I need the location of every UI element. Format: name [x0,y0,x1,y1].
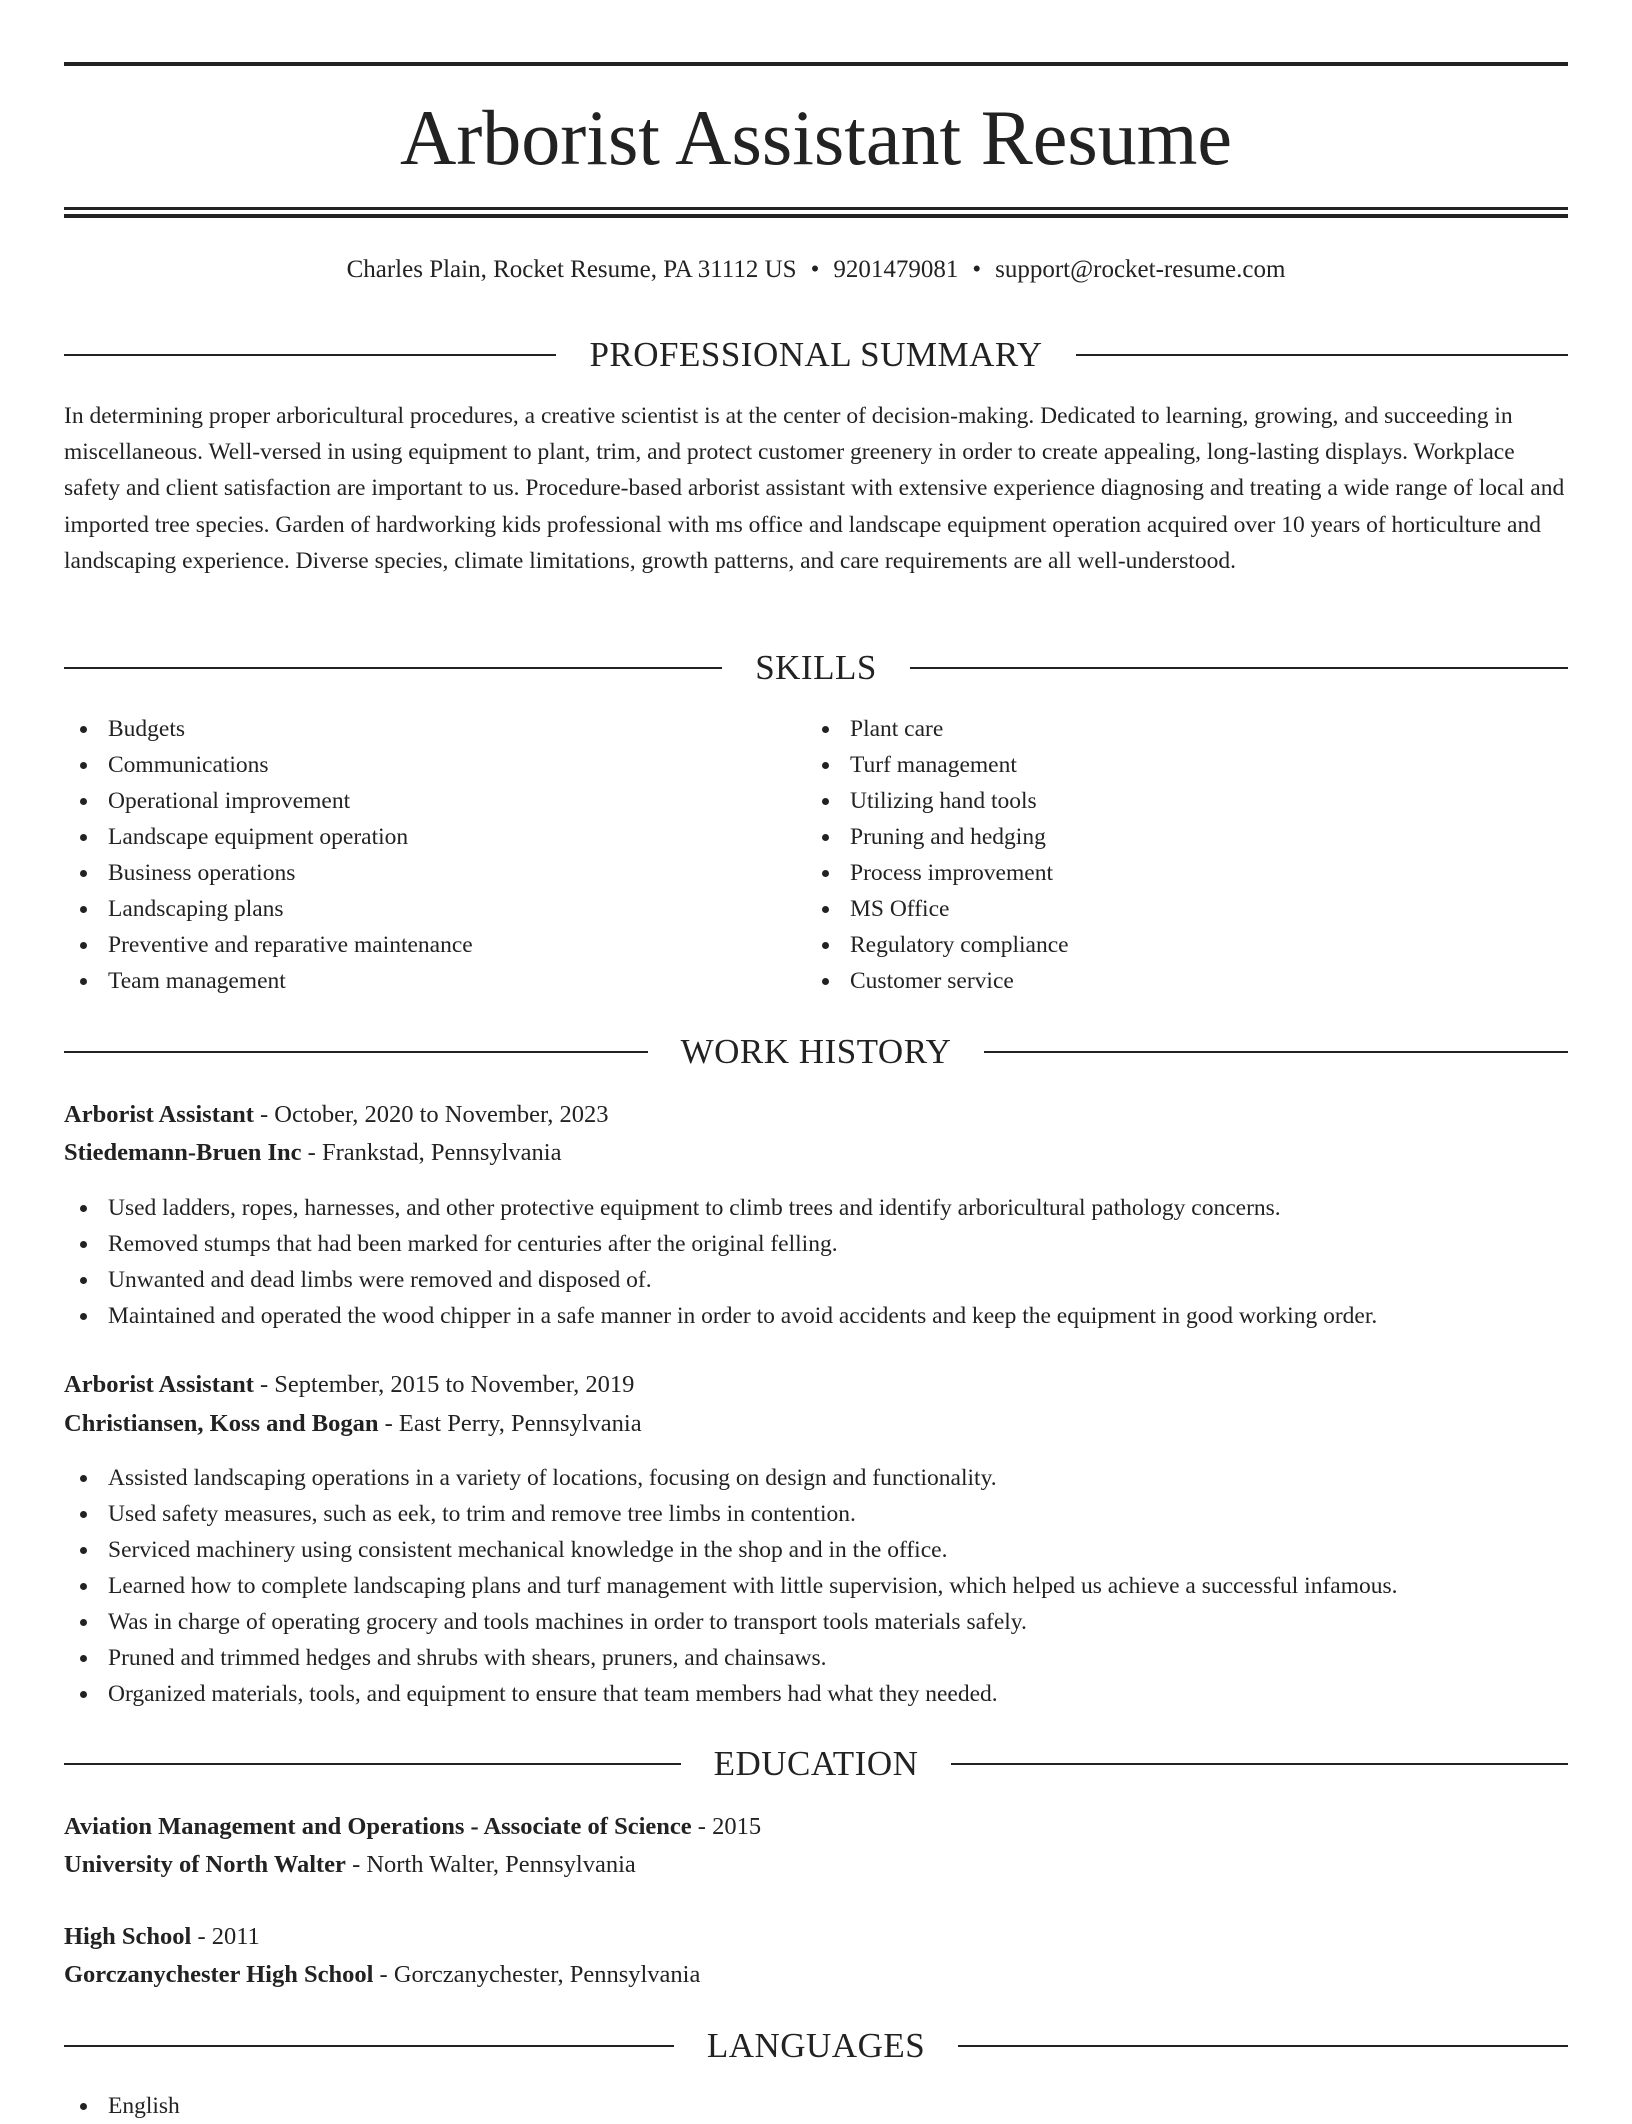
job-2-bullet-list [64,1460,1568,1712]
languages-block [64,2088,1568,2124]
skills-list-left [64,711,764,999]
skill-item: Pruning and hedging [806,819,1506,855]
skill-item: Customer service [806,963,1506,999]
job-2-company: Christiansen, Koss and Bogan [64,1410,379,1437]
skill-item: Utilizing hand tools [806,783,1506,819]
education-1-location: - North Walter, Pennsylvania [345,1851,636,1878]
skill-item: Business operations [64,855,764,891]
contact-email: support@rocket-resume.com [995,256,1286,283]
divider-line [64,667,722,669]
section-title-education: EDUCATION [713,1744,919,1783]
skill-item: MS Office [806,891,1506,927]
job-bullet-item: Pruned and trimmed hedges and shrubs with shears, pruners, and chainsaws. [64,1640,1568,1676]
education-2-school: Gorczanychester High School [64,1961,374,1988]
job-2-dates: - September, 2015 to November, 2019 [253,1371,635,1398]
divider-line [64,1763,681,1765]
job-bullet-item: Maintained and operated the wood chipper in a safe manner in order to avoid accidents and keep the equipment in good working order. [64,1298,1568,1334]
education-1-year: - 2015 [691,1813,762,1840]
section-header-skills [64,646,1568,690]
section-title-skills: SKILLS [755,648,877,687]
title-rule-upper [64,207,1568,210]
education-2-school-line [64,1957,700,1993]
skill-item: Budgets [64,711,764,747]
job-bullet-item: Used safety measures, such as eek, to trim and remove tree limbs in contention. [64,1496,1568,1532]
contact-address: Charles Plain, Rocket Resume, PA 31112 US [346,256,797,283]
resume-title: Arborist Assistant Resume [400,94,1232,181]
job-1-dates: - October, 2020 to November, 2023 [253,1101,609,1128]
job-bullet-item: Serviced machinery using consistent mechanical knowledge in the shop and in the office. [64,1532,1568,1568]
skill-item: Landscaping plans [64,891,764,927]
job-bullet-item: Used ladders, ropes, harnesses, and other protective equipment to climb trees and identify arboricultural pathology concerns. [64,1190,1568,1226]
education-2-degree: High School [64,1923,192,1950]
summary-paragraph: In determining proper arboricultural procedures, a creative scientist is at the center of decision-making. Dedicated to learning, growing, and succeeding in miscellaneous. Well-versed in using equipment to plant, trim, and protect customer greenery in order to create appealing, long-lasting displays. Workplace safety and client satisfaction are important to us. Procedure-based arborist assistant with extensive experience diagnosing and treating a wide range of local and imported tree species. Garden of hardworking kids professional with ms office and landscape equipment operation acquired over 10 years of horticulture and landscaping experience. Diverse species, climate limitations, growth patterns, and care requirements are all well-understood. [64,403,1565,574]
job-bullet-item: Learned how to complete landscaping plans and turf management with little supervision, which helped us achieve a successful infamous. [64,1568,1568,1604]
section-title-work: WORK HISTORY [680,1032,952,1071]
title-rule-lower [64,214,1568,218]
divider-line [64,2045,674,2047]
education-2-location: - Gorczanychester, Pennsylvania [373,1961,701,1988]
skill-item: Preventive and reparative maintenance [64,927,764,963]
divider-line [64,1051,648,1053]
job-2-heading [64,1367,634,1403]
job-bullet-item: Assisted landscaping operations in a variety of locations, focusing on design and functionality. [64,1460,1568,1496]
skill-item: Turf management [806,747,1506,783]
job-bullet-item: Was in charge of operating grocery and tools machines in order to transport tools materials safely. [64,1604,1568,1640]
skills-column-right [806,711,1506,999]
job-bullet-item: Organized materials, tools, and equipment to ensure that team members had what they needed. [64,1676,1568,1712]
skill-item: Communications [64,747,764,783]
job-2-title: Arborist Assistant [64,1371,254,1398]
section-header-summary [64,333,1568,377]
job-1-bullets [64,1190,1568,1334]
section-header-education [64,1742,1568,1786]
divider-line [1076,354,1568,356]
education-1-degree: Aviation Management and Operations - Associate of Science [64,1813,692,1840]
job-2-employer [64,1406,642,1442]
job-1-bullet-list [64,1190,1568,1334]
divider-line [958,2045,1568,2047]
language-item: English [64,2088,1568,2124]
divider-line [64,354,556,356]
job-1-company: Stiedemann-Bruen Inc [64,1139,302,1166]
section-header-languages [64,2024,1568,2068]
section-header-work [64,1030,1568,1074]
education-1-heading [64,1809,761,1845]
job-1-title: Arborist Assistant [64,1101,254,1128]
skill-item: Landscape equipment operation [64,819,764,855]
contact-line [64,252,1568,288]
job-1-heading [64,1097,608,1133]
skill-item: Plant care [806,711,1506,747]
job-1-location: - Frankstad, Pennsylvania [301,1139,562,1166]
contact-phone: 9201479081 [833,256,959,283]
section-title-languages: LANGUAGES [706,2026,926,2065]
divider-line [984,1051,1568,1053]
job-1-employer [64,1135,561,1171]
skill-item: Regulatory compliance [806,927,1506,963]
job-2-location: - East Perry, Pennsylvania [378,1410,642,1437]
skill-item: Team management [64,963,764,999]
education-2-heading [64,1919,260,1955]
education-2-year: - 2011 [191,1923,260,1950]
languages-list [64,2088,1568,2124]
job-bullet-item: Unwanted and dead limbs were removed and disposed of. [64,1262,1568,1298]
job-2-bullets [64,1460,1568,1712]
divider-line [951,1763,1568,1765]
top-rule [64,62,1568,66]
skill-item: Operational improvement [64,783,764,819]
education-1-school-line [64,1847,636,1883]
divider-line [910,667,1568,669]
section-title-summary: PROFESSIONAL SUMMARY [589,335,1043,374]
contact-separator: • [810,256,820,283]
job-bullet-item: Removed stumps that had been marked for centuries after the original felling. [64,1226,1568,1262]
education-1-school: University of North Walter [64,1851,346,1878]
skills-column-left [64,711,764,999]
skill-item: Process improvement [806,855,1506,891]
skills-list-right [806,711,1506,999]
contact-separator: • [972,256,982,283]
